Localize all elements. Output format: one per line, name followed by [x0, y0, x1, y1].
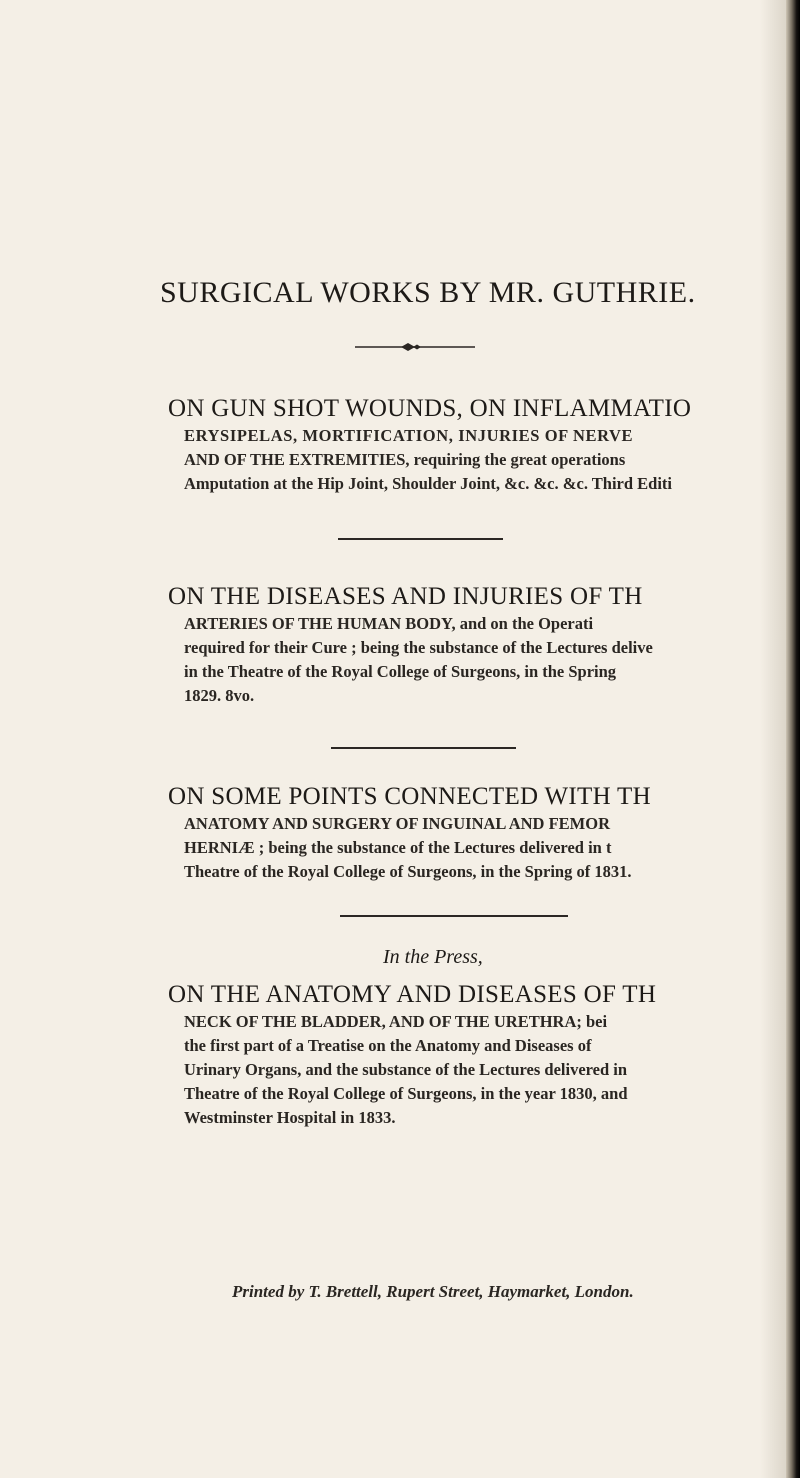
- entry-description: [184, 1010, 800, 1130]
- entry-bladder-urethra: [168, 980, 800, 1130]
- entry-line: Urinary Organs, and the substance of the Lectures delivered in: [184, 1060, 628, 1079]
- entry-heading: ON GUN SHOT WOUNDS, ON INFLAMMATIO: [168, 395, 692, 422]
- entry-line: Theatre of the Royal College of Surgeons, in the Spring of 1831.: [184, 862, 632, 881]
- title-ornament: [355, 342, 475, 352]
- entry-heading: ON THE DISEASES AND INJURIES OF TH: [168, 583, 643, 610]
- entry-line: HERNIÆ ; being the substance of the Lectures delivered in t: [184, 838, 612, 857]
- entry-line: ERYSIPELAS, MORTIFICATION, INJURIES OF NERVE: [184, 426, 634, 445]
- entry-line: ARTERIES OF THE HUMAN BODY, and on the Operati: [184, 614, 594, 633]
- in-press-label: In the Press,: [383, 946, 483, 968]
- page-title: SURGICAL WORKS BY MR. GUTHRIE.: [160, 276, 696, 309]
- entry-gunshot-wounds: [168, 394, 800, 496]
- entry-line: required for their Cure ; being the substance of the Lectures delive: [184, 638, 653, 657]
- entry-description: [184, 612, 800, 708]
- entry-line: AND OF THE EXTREMITIES, requiring the great operations: [184, 450, 626, 469]
- entry-heading: ON SOME POINTS CONNECTED WITH TH: [168, 783, 651, 810]
- entry-description: [184, 812, 800, 884]
- printer-imprint: Printed by T. Brettell, Rupert Street, Haymarket, London.: [232, 1282, 634, 1301]
- gutter-shadow: [760, 0, 786, 1478]
- section-rule: [338, 538, 503, 540]
- entry-line: ANATOMY AND SURGERY OF INGUINAL AND FEMOR: [184, 814, 610, 833]
- entry-line: 1829. 8vo.: [184, 686, 255, 705]
- section-rule: [331, 747, 516, 749]
- entry-line: Amputation at the Hip Joint, Shoulder Joint, &c. &c. &c. Third Editi: [184, 474, 673, 493]
- book-spine-edge: [786, 0, 800, 1478]
- section-rule: [340, 915, 568, 917]
- entry-description: [184, 424, 800, 496]
- entry-arteries: [168, 582, 800, 708]
- entry-line: Theatre of the Royal College of Surgeons, in the year 1830, and: [184, 1084, 628, 1103]
- entry-line: NECK OF THE BLADDER, AND OF THE URETHRA; bei: [184, 1012, 608, 1031]
- entry-heading: ON THE ANATOMY AND DISEASES OF TH: [168, 981, 657, 1008]
- entry-line: Westminster Hospital in 1833.: [184, 1108, 396, 1127]
- entry-line: the first part of a Treatise on the Anatomy and Diseases of: [184, 1036, 592, 1055]
- entry-hernia: [168, 782, 800, 884]
- entry-line: in the Theatre of the Royal College of Surgeons, in the Spring: [184, 662, 617, 681]
